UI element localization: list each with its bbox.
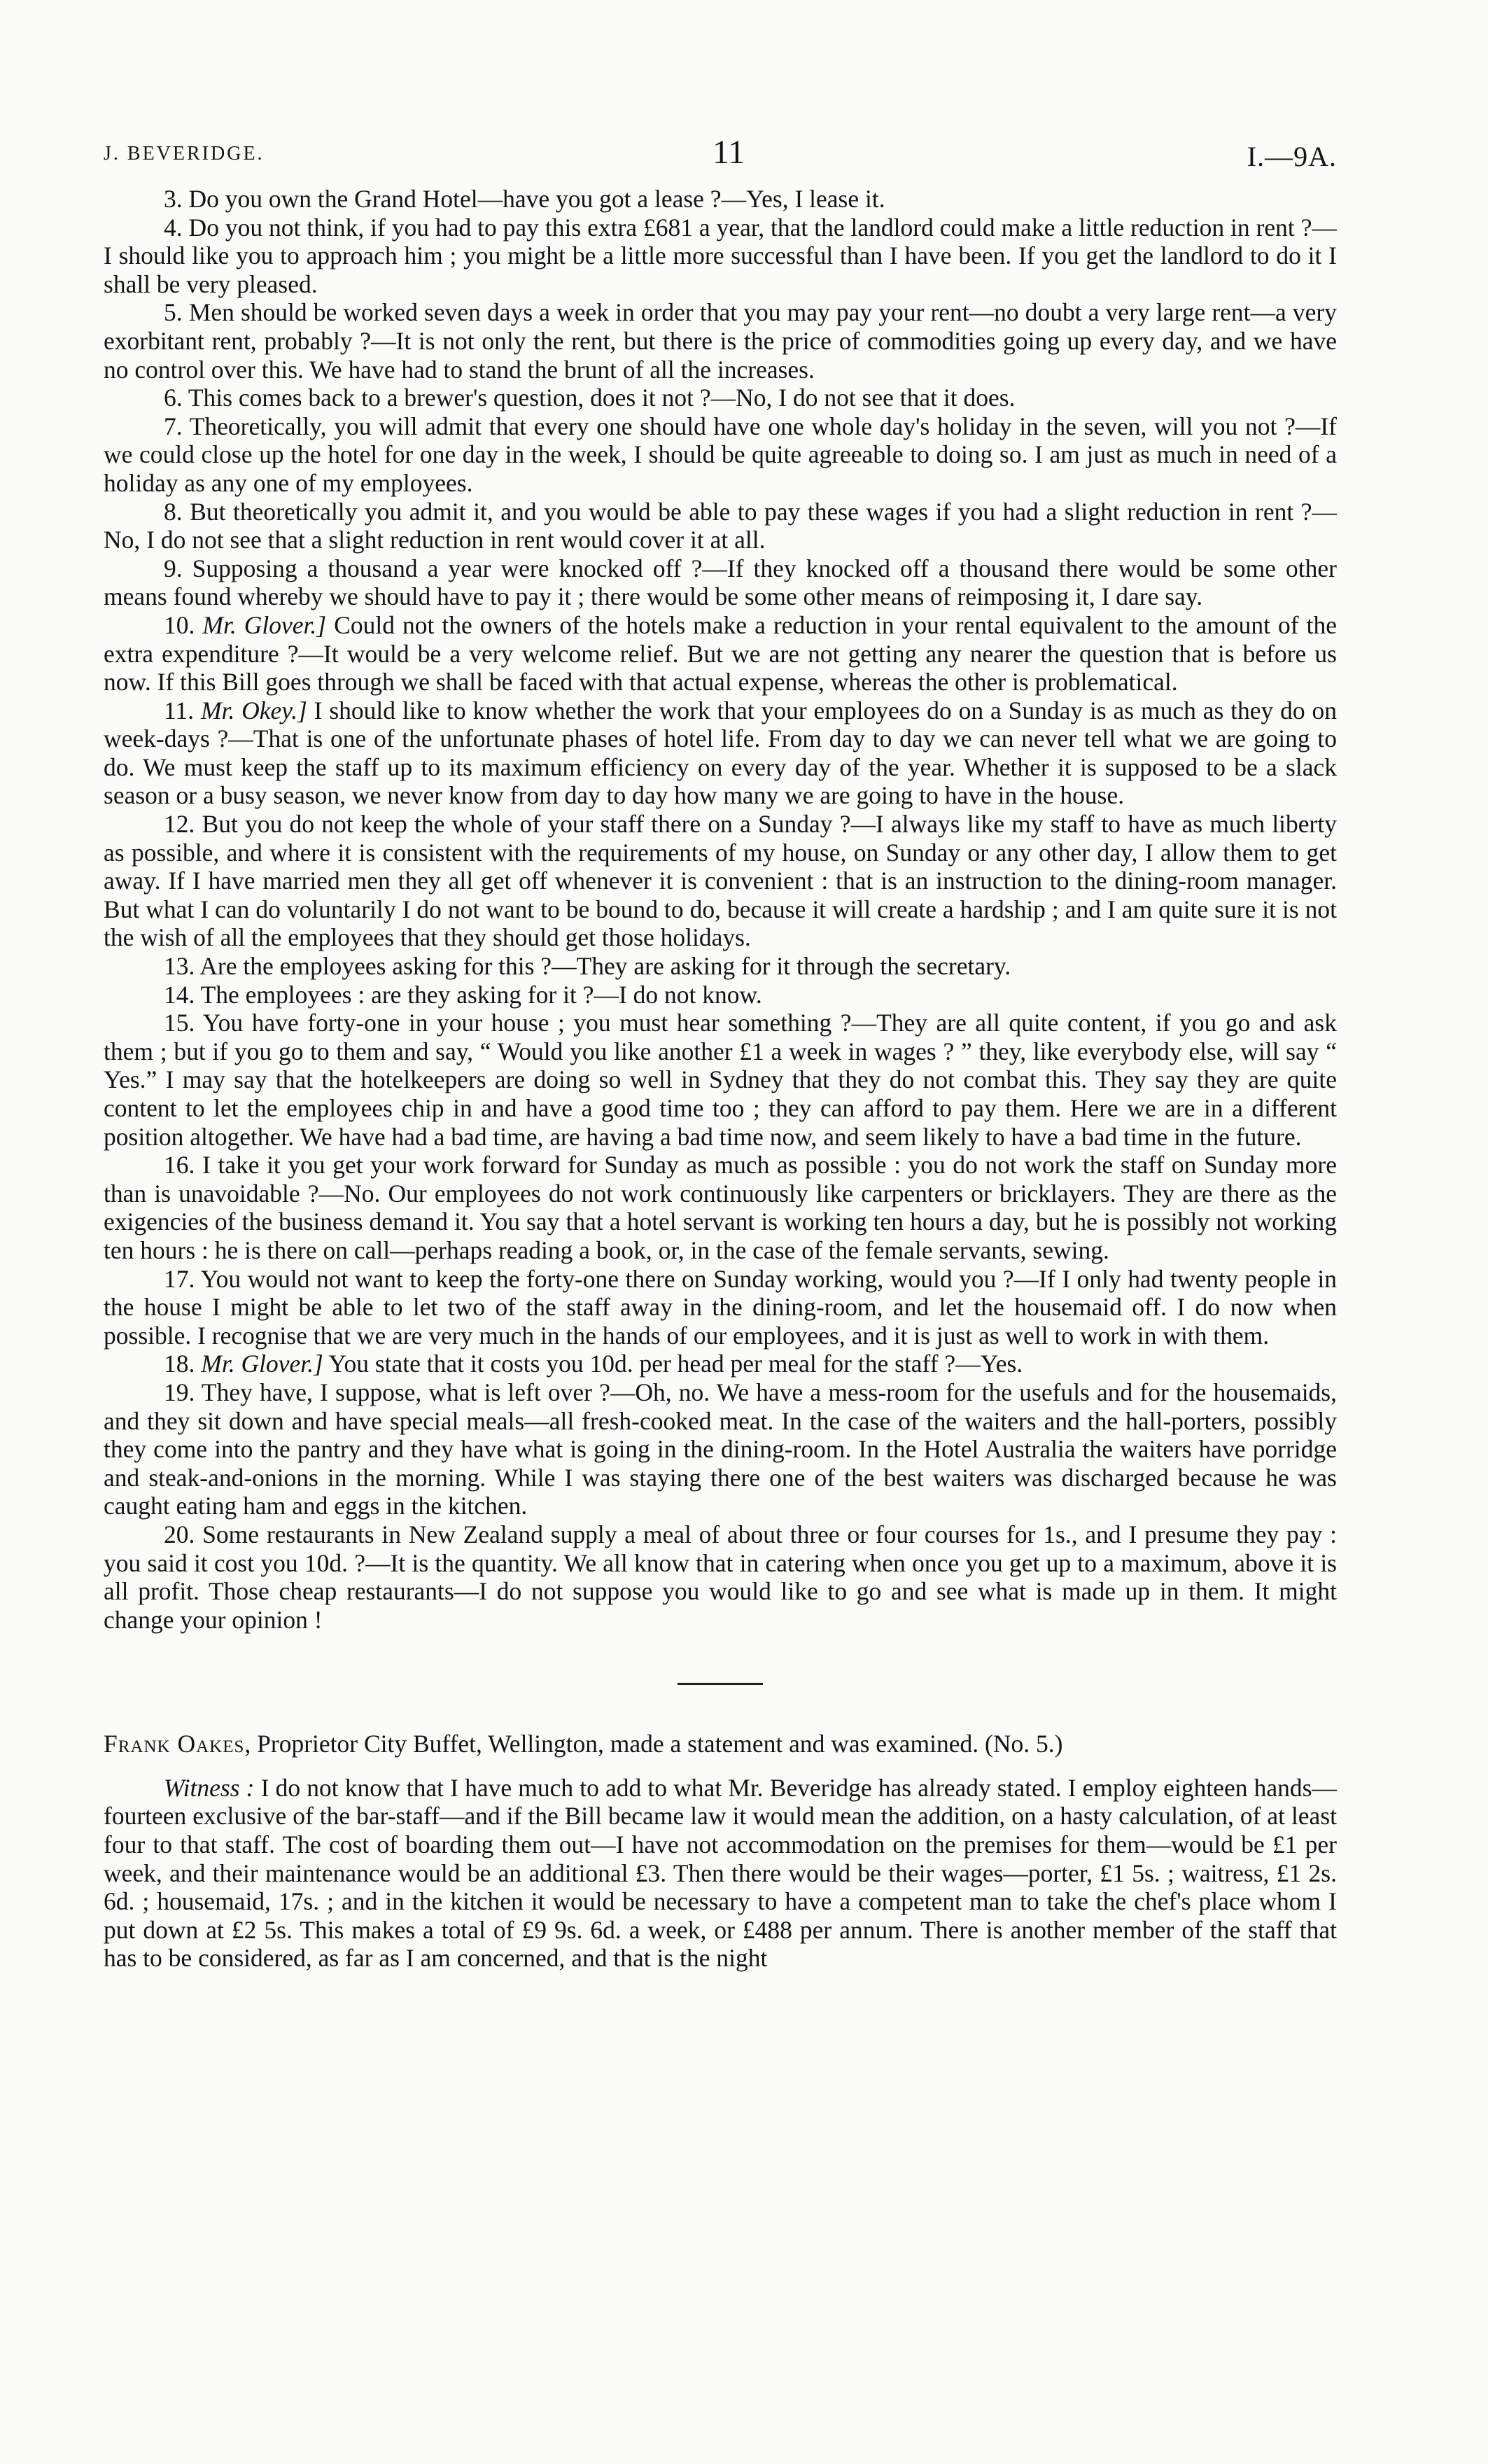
paragraph-q9: 9. Supposing a thousand a year were knocked off ?—If they knocked off a thousand there would be some other means found whereby we should have to pay it ; there would be some other means of reimposing it, I dare say. [104,554,1337,611]
paragraph-q19: 19. They have, I suppose, what is left over ?—Oh, no. We have a mess-room for the usefuls and for the housemaids, and they sit down and have special meals—all fresh-cooked meat. In the case of the waiters and the hall-porters, possibly they come into the pantry and they have what is going in the dining-room. In the Hotel Australia the waiters have porridge and steak-and-onions in the morning. While I was staying there one of the best waiters was discharged because he was caught eating ham and eggs in the kitchen. [104,1378,1337,1520]
witness-label: Witness : [164,1773,255,1802]
paragraph-q18 [104,1350,1337,1378]
paragraph-q20: 20. Some restaurants in New Zealand supply a meal of about three or four courses for 1s., and I presume they pay : you said it cost you 10d. ?—It is the quantity. We all know that in catering when once you get up to a maximum, above it is all profit. Those cheap restaurants—I do not suppose you would like to go and see what is made up in them. It might change your opinion ! [104,1520,1337,1634]
paragraph-q5: 5. Men should be worked seven days a week in order that you may pay your rent—no doubt a very large rent—a very exorbitant rent, probably ?—It is not only the rent, but there is the price of commodities going up every day, and we have no control over this. We have had to stand the brunt of all the increases. [104,298,1337,384]
witness-name: Frank Oakes [104,1730,245,1758]
paragraph-q14: 14. The employees : are they asking for it ?—I do not know. [164,980,762,1009]
document-reference: I.—9A. [1247,141,1337,172]
speaker-name: Mr. Okey.] [200,696,307,724]
paragraph-text: I should like to know whether the work that your employees do on a Sunday is as much as they do on week-days ?—That is one of the unfortunate phases of hotel life. From day to day we can never tell what we are going to do. We must keep the staff up to its maximum efficiency on every day of the year. Whether it is supposed to be a slack season or a busy season, we never know from day to day how many we are going to have in the house. [104,696,1337,810]
evidence-questions [104,185,1337,1634]
paragraph-q4: 4. Do you not think, if you had to pay this extra £681 a year, that the landlord could make a little reduction in rent ?—I should like you to approach him ; you might be a little more successful than I have been. If you get the landlord to do it I shall be very pleased. [104,213,1337,298]
speaker-name: Mr. Glover.] [201,1350,323,1378]
question-number: 18. [164,1350,195,1378]
paragraph-q17: 17. You would not want to keep the forty-one there on Sunday working, would you ?—If I only had twenty people in the house I might be able to let two of the staff away in the dining-room, and let the housemaid off. I do now when possible. I recognise that we are very much in the hands of our employees, and it is just as well to work in with them. [104,1264,1337,1350]
witness-intro-text: , Proprietor City Buffet, Wellington, made a statement and was examined. (No. 5.) [244,1730,1063,1758]
paragraph-q6: 6. This comes back to a brewer's question, does it not ?—No, I do not see that it does. [164,384,1016,412]
page-number: 11 [713,134,745,171]
question-number: 11. [164,696,195,724]
witness-statement [104,1730,1337,1973]
page-header [104,133,1337,182]
witness-intro [104,1730,1337,1758]
witness-testimony [104,1774,1337,1973]
document-page [104,133,1337,1973]
speaker-name: Mr. Glover.] [202,610,327,639]
paragraph-text: Could not the owners of the hotels make a reduction in your rental equivalent to the amount of the extra expenditure ?—It would be a very welcome relief. But we are not getting any nearer the question that is before us now. If this Bill goes through we shall be faced with that actual expense, whereas the other is problematical. [104,610,1338,696]
paragraph-text: You state that it costs you 10d. per head per meal for the staff ?—Yes. [323,1350,1023,1378]
paragraph-q10 [104,611,1337,696]
question-number: 10. [164,610,195,639]
paragraph-q11 [104,696,1337,810]
witness-testimony-text: I do not know that I have much to add to what Mr. Beveridge has already stated. I employ eighteen hands—fourteen exclusive of the bar-staff—and if the Bill became law it would mean the addition, on a hasty calculation, of at least four to that staff. The cost of boarding them out—I have not accommodation on the premises for them—would be £1 per week, and their maintenance would be an additional £3. Then there would be their wages—porter, £1 5s. ; waitress, £1 2s. 6d. ; housemaid, 17s. ; and in the kitchen it would be necessary to have a competent man to take the chef's place whom I put down at £2 5s. This makes a total of £9 9s. 6d. a week, or £488 per annum. There is another member of the staff that has to be considered, as far as I am concerned, and that is the night [104,1773,1337,1973]
paragraph-q8: 8. But theoretically you admit it, and you would be able to pay these wages if you had a slight reduction in rent ?—No, I do not see that a slight reduction in rent would cover it at all. [104,497,1337,554]
paragraph-q16: 16. I take it you get your work forward for Sunday as much as possible : you do not work the staff on Sunday more than is unavoidable ?—No. Our employees do not work continuously like carpenters or bricklayers. They are there as the exigencies of the business demand it. You say that a hotel servant is working ten hours a day, but he is possibly not working ten hours : he is there on call—perhaps reading a book, or, in the case of the female servants, sewing. [104,1151,1337,1264]
paragraph-q12: 12. But you do not keep the whole of your staff there on a Sunday ?—I always like my staff to have as much liberty as possible, and where it is consistent with the requirements of my house, on Sunday or any other day, I allow them to get away. If I have married men they all get off whenever it is convenient : that is an instruction to the dining-room manager. But what I can do voluntarily I do not want to be bound to do, because it will create a hardship ; and I am quite sure it is not the wish of all the employees that they should get those holidays. [104,810,1337,952]
paragraph-q15: 15. You have forty-one in your house ; you must hear something ?—They are all quite content, if you go and ask them ; but if you go to them and say, “ Would you like another £1 a week in wages ? ” they, like everybody else, will say “ Yes.” I may say that the hotelkeepers are doing so well in Sydney that they do not combat this. They say they are quite content to let the employees chip in and have a good time too ; they can afford to pay them. Here we are in a different position altogether. We have had a bad time, are having a bad time now, and seem likely to have a bad time in the future. [104,1009,1337,1151]
paragraph-q3: 3. Do you own the Grand Hotel—have you got a lease ?—Yes, I lease it. [164,185,885,213]
running-head-witness: J. BEVERIDGE. [104,143,265,164]
section-divider [678,1683,763,1685]
paragraph-q7: 7. Theoretically, you will admit that every one should have one whole day's holiday in the seven, will you not ?—If we could close up the hotel for one day in the week, I should be quite agreeable to doing so. I am just as much in need of a holiday as any one of my employees. [104,412,1337,497]
paragraph-q13: 13. Are the employees asking for this ?—They are asking for it through the secretary. [164,952,1011,981]
